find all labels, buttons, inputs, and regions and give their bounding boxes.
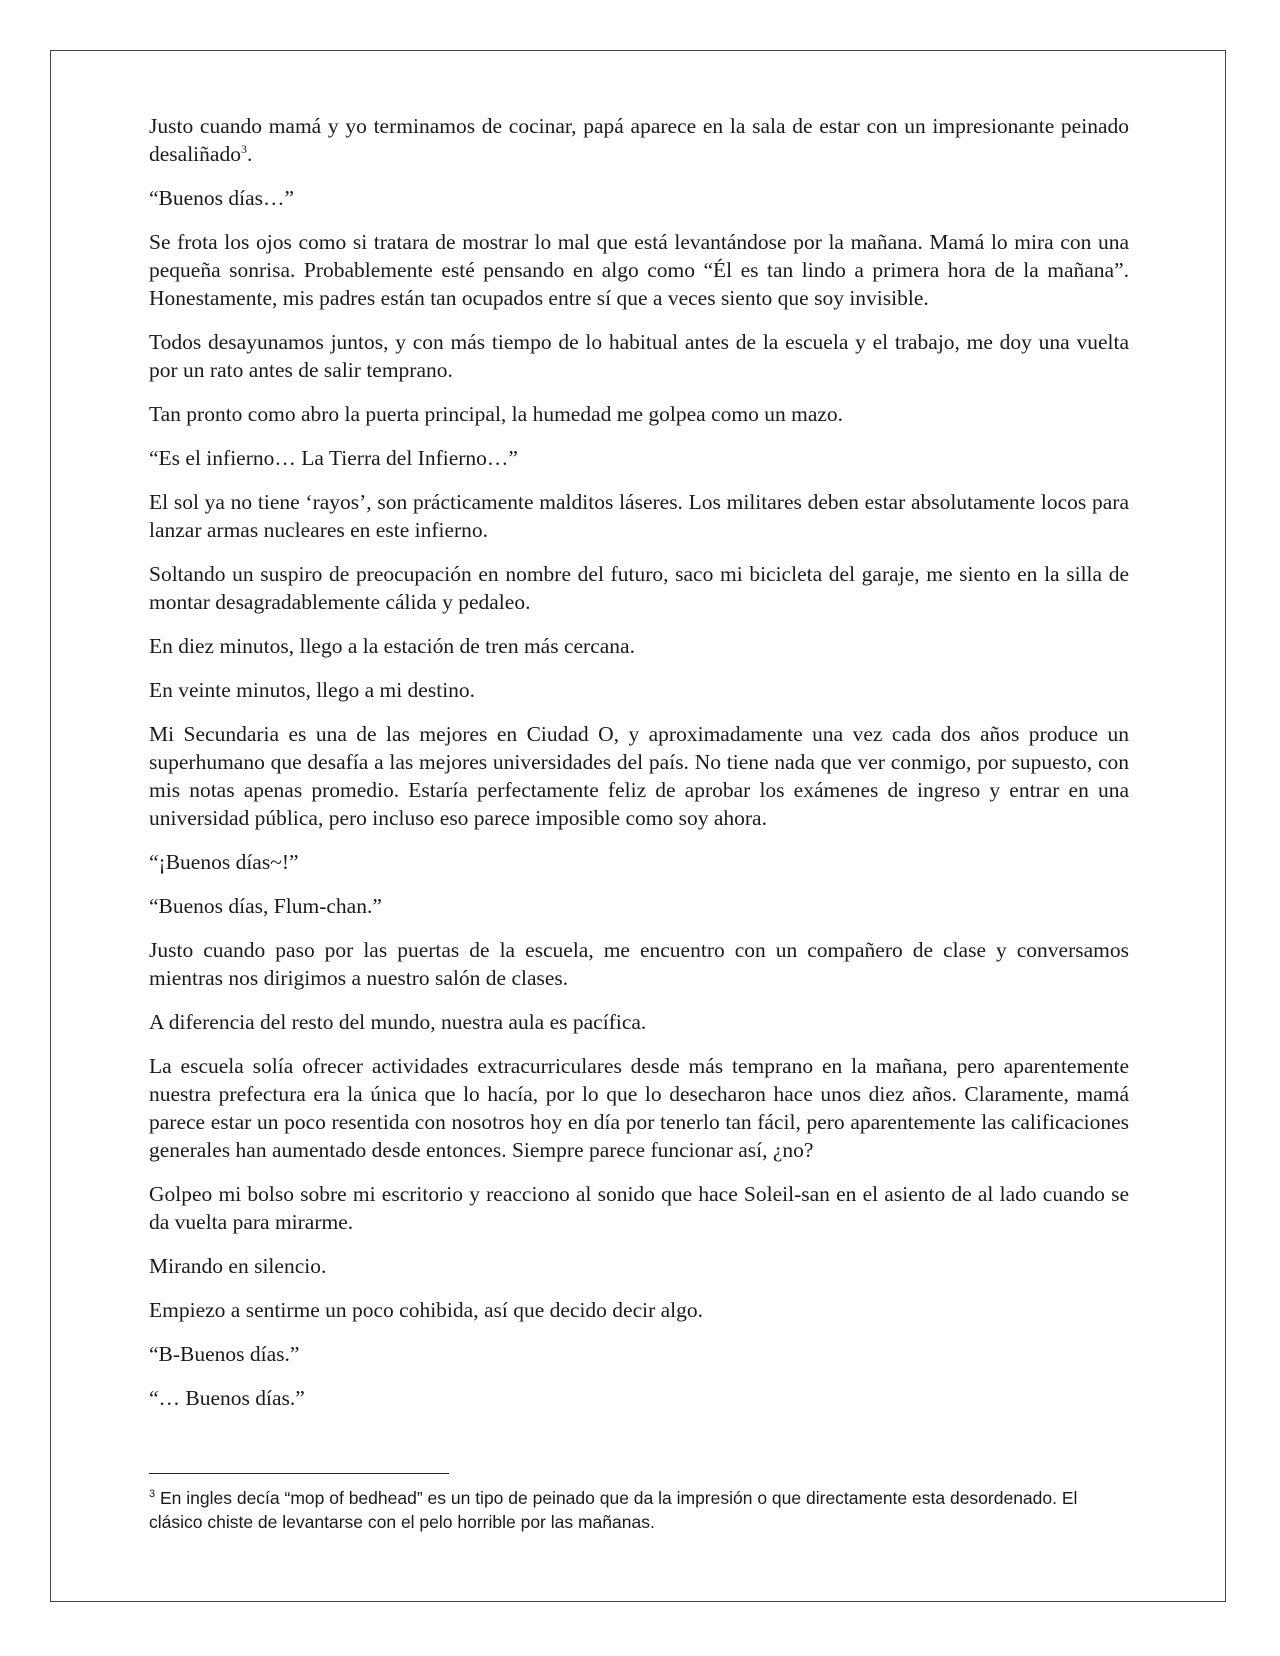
dialogue-line: “… Buenos días.” bbox=[149, 1386, 305, 1410]
document-body bbox=[149, 112, 1129, 1428]
paragraph: En veinte minutos, llego a mi destino. bbox=[149, 678, 476, 702]
footnote-separator bbox=[149, 1473, 449, 1474]
dialogue-line: “B-Buenos días.” bbox=[149, 1342, 300, 1366]
paragraph: En diez minutos, llego a la estación de tren más cercana. bbox=[149, 634, 635, 658]
paragraph: El sol ya no tiene ‘rayos’, son prácticamente malditos láseres. Los militares deben estar absolutamente locos para lanzar armas nucleares en este infierno. bbox=[149, 490, 1129, 542]
footnote bbox=[149, 1486, 1089, 1534]
dialogue-line: “¡Buenos días~!” bbox=[149, 850, 299, 874]
paragraph: Mi Secundaria es una de las mejores en Ciudad O, y aproximadamente una vez cada dos años produce un superhumano que desafía a las mejores universidades del país. No tiene nada que ver conmigo, por supuesto, con mis notas apenas promedio. Estaría perfectamente feliz de aprobar los exámenes de ingreso y entrar en una universidad pública, pero incluso eso parece imposible como soy ahora. bbox=[149, 722, 1129, 830]
paragraph: La escuela solía ofrecer actividades extracurriculares desde más temprano en la mañana, pero aparentemente nuestra prefectura era la única que lo hacía, por lo que lo desecharon hace unos diez años. Claramente, mamá parece estar un poco resentida con nosotros hoy en día por tenerlo tan fácil, pero aparentemente las calificaciones generales han aumentado desde entonces. Siempre parece funcionar así, ¿no? bbox=[149, 1054, 1129, 1162]
footnote-marker: 3 bbox=[149, 1488, 156, 1501]
paragraph: A diferencia del resto del mundo, nuestra aula es pacífica. bbox=[149, 1010, 647, 1034]
dialogue-line: “Es el infierno… La Tierra del Infierno…” bbox=[149, 446, 518, 470]
paragraph: Mirando en silencio. bbox=[149, 1254, 327, 1278]
paragraph: Todos desayunamos juntos, y con más tiempo de lo habitual antes de la escuela y el trabajo, me doy una vuelta por un rato antes de salir temprano. bbox=[149, 330, 1129, 382]
paragraph: Soltando un suspiro de preocupación en nombre del futuro, saco mi bicicleta del garaje, me siento en la silla de montar desagradablemente cálida y pedaleo. bbox=[149, 562, 1129, 614]
paragraph: Golpeo mi bolso sobre mi escritorio y reacciono al sonido que hace Soleil-san en el asiento de al lado cuando se da vuelta para mirarme. bbox=[149, 1182, 1129, 1234]
footnote-reference[interactable]: 3 bbox=[240, 141, 247, 156]
paragraph: Se frota los ojos como si tratara de mostrar lo mal que está levantándose por la mañana. Mamá lo mira con una pequeña sonrisa. Probablemente esté pensando en algo como “Él es tan lindo a primera hora de la mañana”. Honestamente, mis padres están tan ocupados entre sí que a veces siento que soy invisible. bbox=[149, 230, 1129, 310]
paragraph: Justo cuando paso por las puertas de la escuela, me encuentro con un compañero de clase y conversamos mientras nos dirigimos a nuestro salón de clases. bbox=[149, 938, 1129, 990]
footnote-text: En ingles decía “mop of bedhead” es un tipo de peinado que da la impresión o que directamente esta desordenado. El clásico chiste de levantarse con el pelo horrible por las mañanas. bbox=[149, 1488, 1078, 1532]
paragraph: Tan pronto como abro la puerta principal, la humedad me golpea como un mazo. bbox=[149, 402, 844, 426]
dialogue-line: “Buenos días, Flum-chan.” bbox=[149, 894, 382, 918]
paragraph: Justo cuando mamá y yo terminamos de cocinar, papá aparece en la sala de estar con un impresionante peinado desaliñado$^3$. bbox=[149, 114, 1129, 166]
dialogue-line: “Buenos días…” bbox=[149, 186, 295, 210]
paragraph: Empiezo a sentirme un poco cohibida, así que decido decir algo. bbox=[149, 1298, 704, 1322]
